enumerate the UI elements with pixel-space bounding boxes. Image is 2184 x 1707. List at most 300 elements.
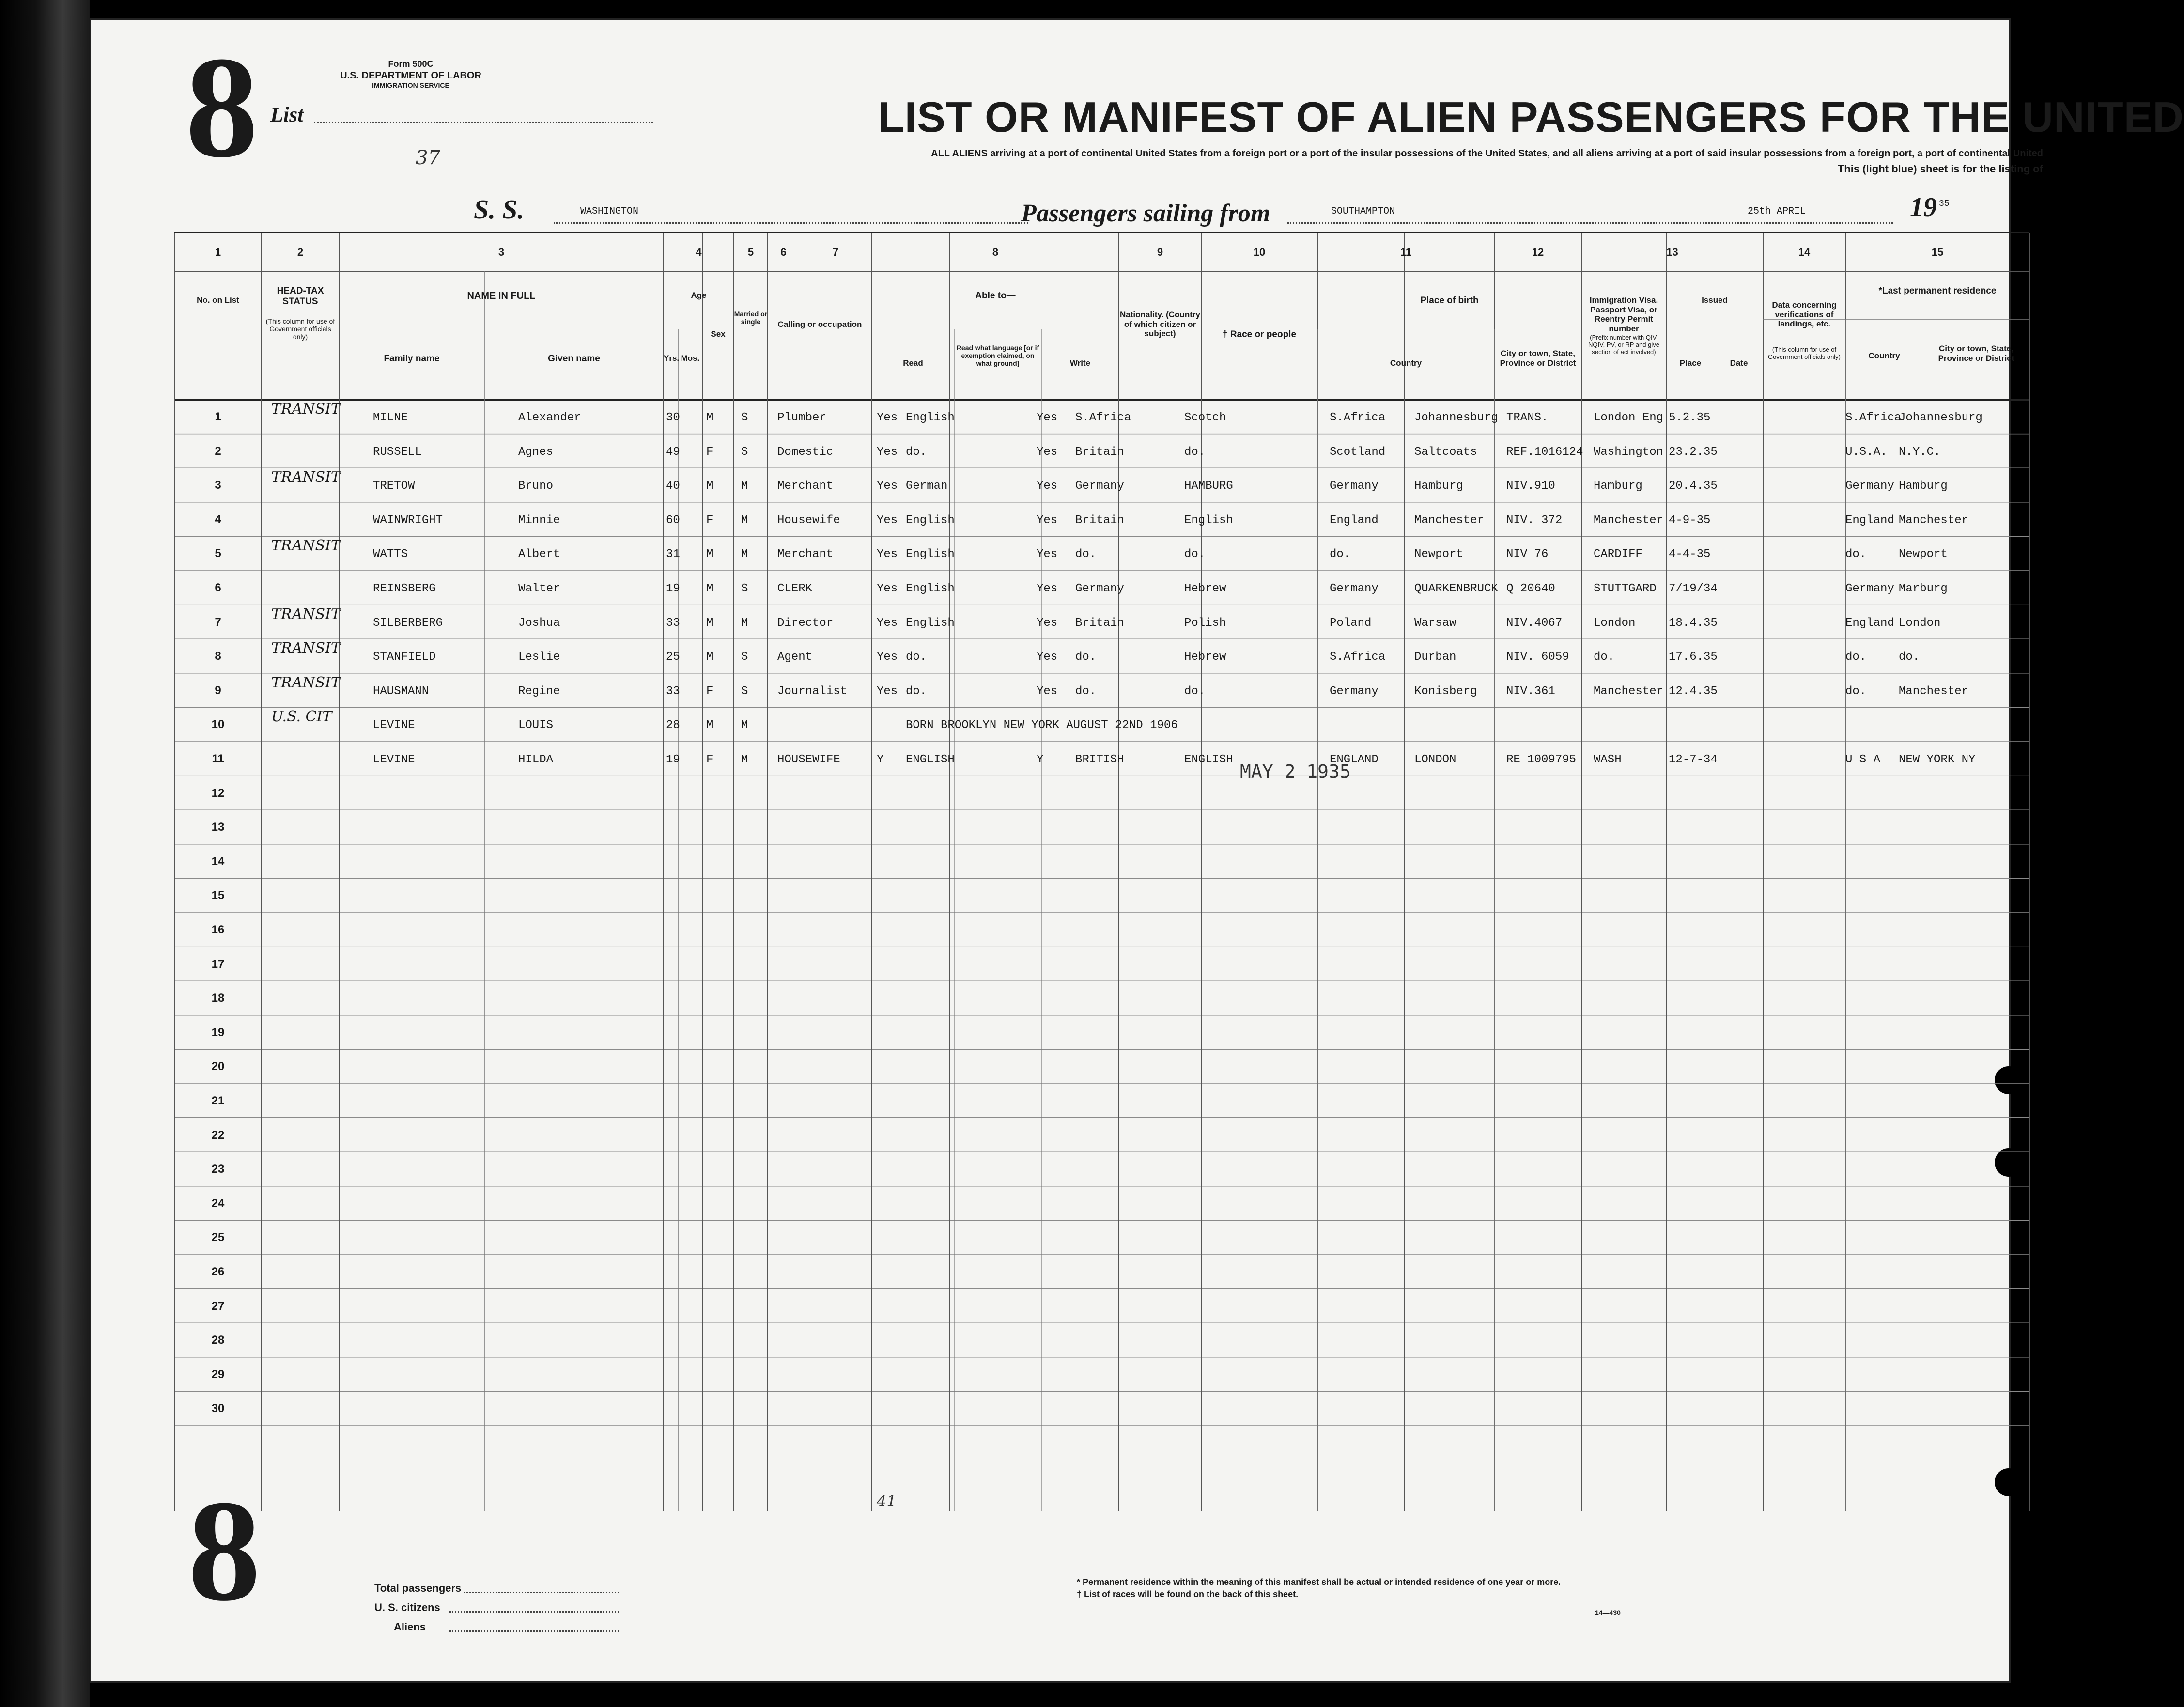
- cell-yrs: 19: [666, 753, 680, 766]
- cell-race: do.: [1184, 548, 1206, 561]
- cell-visa: NIV. 372: [1506, 513, 1563, 527]
- cell-yrs: 30: [666, 411, 680, 424]
- cell-write: Yes: [1037, 616, 1058, 630]
- header-able-to: Able to—: [975, 291, 1016, 301]
- row-number: 13: [211, 821, 225, 834]
- cell-occ: Merchant: [777, 480, 834, 493]
- header-race: † Race or people: [1222, 329, 1297, 340]
- cell-r-city: N.Y.C.: [1899, 445, 1941, 459]
- cell-date: 5.2.35: [1669, 411, 1711, 424]
- cell-family: STANFIELD: [373, 651, 436, 664]
- row-number: 15: [211, 889, 225, 902]
- cell-nat: Germany: [1075, 480, 1124, 493]
- cell-given: Joshua: [518, 616, 560, 630]
- header-sex: Sex: [711, 329, 726, 339]
- cell-read: Y: [877, 753, 884, 766]
- cell-tax: U.S. CIT: [271, 708, 332, 726]
- row-number: 20: [211, 1060, 225, 1073]
- cell-b-country: Poland: [1330, 616, 1372, 630]
- cell-yrs: 28: [666, 719, 680, 732]
- cell-sex: F: [706, 513, 713, 527]
- cell-sex: F: [706, 445, 713, 459]
- row-number: 7: [215, 615, 221, 629]
- cell-read: Yes: [877, 582, 898, 595]
- cell-r-country: England: [1845, 616, 1894, 630]
- cell-ms: M: [741, 480, 748, 493]
- column-number: 6: [780, 246, 787, 258]
- cell-date: 4-4-35: [1669, 548, 1711, 561]
- page-mark: 41: [877, 1492, 897, 1510]
- row-number: 5: [215, 547, 221, 560]
- cell-nat: Germany: [1075, 582, 1124, 595]
- cell-r-country: Germany: [1845, 480, 1894, 493]
- cell-r-country: Germany: [1845, 582, 1894, 595]
- cell-r-city: London: [1899, 616, 1941, 630]
- cell-race: English: [1184, 513, 1233, 527]
- header-married: Married or single: [734, 310, 768, 326]
- cell-ms: S: [741, 411, 748, 424]
- cell-family: SILBERBERG: [373, 616, 443, 630]
- row-number: 8: [215, 650, 221, 663]
- cell-b-country: Germany: [1330, 582, 1379, 595]
- cell-yrs: 60: [666, 513, 680, 527]
- table-lines: [174, 233, 2029, 1511]
- cell-place: London Eng: [1594, 411, 1664, 424]
- cell-sex: F: [706, 684, 713, 698]
- citizens-line: [449, 1611, 619, 1613]
- cell-read: Yes: [877, 616, 898, 630]
- cell-write: Yes: [1037, 513, 1058, 527]
- cell-family: RUSSELL: [373, 445, 422, 459]
- cell-sex: M: [706, 719, 713, 732]
- cell-b-city: Johannesburg: [1414, 411, 1498, 424]
- row-number: 6: [215, 581, 221, 594]
- cell-place: CARDIFF: [1594, 548, 1642, 561]
- cell-read: Yes: [877, 445, 898, 459]
- column-number: 10: [1253, 246, 1266, 258]
- column-number: 12: [1532, 246, 1544, 258]
- cell-occ: Director: [777, 616, 834, 630]
- header-birth-city: City or town, State, Province or District: [1500, 349, 1576, 368]
- row-number: 17: [211, 957, 225, 971]
- scan-edge: [0, 0, 90, 1707]
- cell-given: HILDA: [518, 753, 554, 766]
- cell-yrs: 25: [666, 651, 680, 664]
- sheet-number-bottom: 8: [188, 1470, 261, 1631]
- cell-occ: CLERK: [777, 582, 813, 595]
- list-number: 37: [416, 147, 440, 169]
- year-prefix: 19: [1910, 192, 1937, 222]
- cell-lang: English: [906, 582, 955, 595]
- header-res-city: City or town, State, Province or District: [1938, 344, 2014, 363]
- cell-visa: NIV.4067: [1506, 616, 1563, 630]
- cell-given: Alexander: [518, 411, 581, 424]
- header-head-tax: HEAD-TAX STATUS: [277, 286, 324, 307]
- cell-sex: M: [706, 411, 713, 424]
- column-number: 9: [1157, 246, 1163, 258]
- cell-occ: Housewife: [777, 513, 840, 527]
- column-number: 13: [1666, 246, 1678, 258]
- column-number: 4: [696, 246, 702, 258]
- cell-occ: HOUSEWIFE: [777, 753, 840, 766]
- sailing-label: Passengers sailing from: [1021, 200, 1270, 227]
- cell-given: LOUIS: [518, 719, 554, 732]
- cell-ms: M: [741, 548, 748, 561]
- cell-date: 4-9-35: [1669, 513, 1711, 527]
- cell-occ: Merchant: [777, 548, 834, 561]
- row-number: 2: [215, 444, 221, 458]
- cell-occ: Journalist: [777, 684, 848, 698]
- cell-b-city: Newport: [1414, 548, 1463, 561]
- cell-place: do.: [1594, 651, 1615, 664]
- cell-ms: S: [741, 651, 748, 664]
- cell-race: HAMBURG: [1184, 480, 1233, 493]
- header-name-in-full: NAME IN FULL: [467, 291, 536, 301]
- row-number: 19: [211, 1025, 225, 1039]
- cell-b-country: ENGLAND: [1330, 753, 1379, 766]
- cell-r-country: S.Africa: [1845, 411, 1902, 424]
- cell-place: WASH: [1594, 753, 1622, 766]
- aliens-line: [449, 1630, 619, 1632]
- row-number: 4: [215, 512, 221, 526]
- cell-r-country: England: [1845, 513, 1894, 527]
- row-number: 9: [215, 683, 221, 697]
- cell-r-country: U.S.A.: [1845, 445, 1888, 459]
- cell-read: Yes: [877, 651, 898, 664]
- header-issued-place: Place: [1679, 358, 1702, 368]
- header-calling: Calling or occupation: [777, 320, 862, 329]
- cell-sex: M: [706, 582, 713, 595]
- cell-yrs: 40: [666, 480, 680, 493]
- row-number: 1: [215, 410, 221, 423]
- cell-read: Yes: [877, 411, 898, 424]
- cell-given: Leslie: [518, 651, 560, 664]
- cell-lang: do.: [906, 651, 927, 664]
- cell-date: 12.4.35: [1669, 684, 1718, 698]
- cell-yrs: 19: [666, 582, 680, 595]
- cell-b-city: LONDON: [1414, 753, 1456, 766]
- cell-visa: NIV. 6059: [1506, 651, 1569, 664]
- cell-visa: NIV.910: [1506, 480, 1555, 493]
- cell-nat: Britain: [1075, 513, 1124, 527]
- cell-b-city: Durban: [1414, 651, 1456, 664]
- cell-given: Walter: [518, 582, 560, 595]
- row-number: 25: [211, 1231, 225, 1244]
- cell-r-city: Manchester: [1899, 513, 1969, 527]
- cell-b-country: S.Africa: [1330, 411, 1386, 424]
- cell-date: 23.2.35: [1669, 445, 1718, 459]
- row-number: 16: [211, 923, 225, 936]
- cell-write: Yes: [1037, 445, 1058, 459]
- cell-visa: NIV.361: [1506, 684, 1555, 698]
- cell-r-country: do.: [1845, 651, 1867, 664]
- header-issued-date: Date: [1730, 358, 1748, 368]
- year-suffix: 35: [1939, 199, 1950, 209]
- cell-yrs: 31: [666, 548, 680, 561]
- header-birth-country: Country: [1390, 358, 1422, 368]
- cell-nat: Britain: [1075, 445, 1124, 459]
- cell-read: Yes: [877, 480, 898, 493]
- header-mos: Mos.: [681, 354, 700, 363]
- cell-place: STUTTGARD: [1594, 582, 1657, 595]
- cell-r-city: NEW YORK NY: [1899, 753, 1976, 766]
- cell-given: Regine: [518, 684, 560, 698]
- cell-family: LEVINE: [373, 753, 415, 766]
- cell-ms: M: [741, 753, 748, 766]
- cell-place: Manchester: [1594, 513, 1664, 527]
- cell-b-city: Warsaw: [1414, 616, 1456, 630]
- cell-race: do.: [1184, 445, 1206, 459]
- column-number: 14: [1798, 246, 1811, 258]
- cell-visa: Q 20640: [1506, 582, 1555, 595]
- port-line: [1287, 222, 1704, 224]
- header-visa: Immigration Visa, Passport Visa, or Reentry Permit number: [1589, 295, 1658, 333]
- cell-family: MILNE: [373, 411, 408, 424]
- cell-lang: English: [906, 616, 955, 630]
- cell-date: 20.4.35: [1669, 480, 1718, 493]
- cell-lang: English: [906, 513, 955, 527]
- cell-r-city: Marburg: [1899, 582, 1948, 595]
- cell-race: ENGLISH: [1184, 753, 1233, 766]
- cell-race: Hebrew: [1184, 582, 1226, 595]
- us-citizens-label: U. S. citizens: [374, 1601, 440, 1614]
- header-read: Read: [903, 358, 923, 368]
- cell-tax: TRANSIT: [271, 537, 341, 555]
- cell-r-country: U S A: [1845, 753, 1881, 766]
- ship-line: [554, 222, 1028, 224]
- cell-lang: do.: [906, 445, 927, 459]
- cell-read: Yes: [877, 548, 898, 561]
- cell-date: 12-7-34: [1669, 753, 1718, 766]
- header-age: Age: [691, 291, 707, 300]
- cell-b-country: Scotland: [1330, 445, 1386, 459]
- header-issued: Issued: [1702, 295, 1728, 305]
- header-head-tax-note: (This column for use of Government officials only): [265, 317, 335, 341]
- column-number: 2: [297, 246, 304, 258]
- cell-ms: S: [741, 445, 748, 459]
- header-verification-note: (This column for use of Government officials only): [1767, 346, 1841, 360]
- cell-given: Albert: [518, 548, 560, 561]
- cell-lang: English: [906, 411, 955, 424]
- cell-write: Yes: [1037, 651, 1058, 664]
- cell-race: Hebrew: [1184, 651, 1226, 664]
- column-number: 8: [992, 246, 999, 258]
- header-place-of-birth: Place of birth: [1420, 295, 1479, 306]
- cell-tax: TRANSIT: [271, 640, 341, 657]
- list-label: List: [270, 103, 304, 126]
- cell-ms: S: [741, 684, 748, 698]
- cell-b-country: Germany: [1330, 684, 1379, 698]
- cell-nat: do.: [1075, 548, 1097, 561]
- service: IMMIGRATION SERVICE: [372, 81, 449, 89]
- cell-nat: BRITISH: [1075, 753, 1124, 766]
- cell-tax: TRANSIT: [271, 605, 341, 623]
- cell-given: Bruno: [518, 480, 554, 493]
- aliens-label: Aliens: [394, 1621, 426, 1633]
- cell-family: WATTS: [373, 548, 408, 561]
- cell-occ: Domestic: [777, 445, 834, 459]
- header-yrs: Yrs.: [664, 354, 680, 363]
- footnote-races: † List of races will be found on the back of this sheet.: [1077, 1589, 1299, 1599]
- row-number: 26: [211, 1265, 225, 1278]
- header-res-country: Country: [1868, 351, 1900, 360]
- cell-read: Yes: [877, 513, 898, 527]
- row-number: 11: [212, 752, 224, 765]
- total-passengers-label: Total passengers: [374, 1582, 462, 1594]
- cell-place: Washington: [1594, 445, 1664, 459]
- cell-r-city: Johannesburg: [1899, 411, 1983, 424]
- cell-r-country: do.: [1845, 548, 1867, 561]
- cell-write: Y: [1037, 753, 1044, 766]
- cell-write: Yes: [1037, 411, 1058, 424]
- cell-sex: F: [706, 753, 713, 766]
- row-number: 27: [211, 1299, 225, 1313]
- cell-write: Yes: [1037, 582, 1058, 595]
- header-given-name: Given name: [548, 354, 600, 364]
- cell-r-city: Hamburg: [1899, 480, 1948, 493]
- row-number: 12: [211, 786, 225, 800]
- cell-date: 17.6.35: [1669, 651, 1718, 664]
- cell-visa: REF.1016124: [1506, 445, 1583, 459]
- subtitle-line-1: ALL ALIENS arriving at a port of continental United States from a foreign port or a port of the insular possessions of the United States, and all aliens arriving at a port of said insular possessions from a foreign port, a port of continental United: [931, 148, 2043, 159]
- cell-read: Yes: [877, 684, 898, 698]
- cell-given: Minnie: [518, 513, 560, 527]
- cell-lang: do.: [906, 684, 927, 698]
- received-stamp: MAY 2 1935: [1240, 761, 1351, 782]
- cell-b-country: S.Africa: [1330, 651, 1386, 664]
- cell-r-country: do.: [1845, 684, 1867, 698]
- column-number: 11: [1400, 246, 1412, 258]
- cell-nat: do.: [1075, 651, 1097, 664]
- manifest-title: LIST OR MANIFEST OF ALIEN PASSENGERS FOR THE UNITED: [878, 93, 2184, 141]
- cell-yrs: 33: [666, 684, 680, 698]
- row-number: 10: [211, 718, 225, 731]
- row-number: 18: [211, 992, 225, 1005]
- cell-family: LEVINE: [373, 719, 415, 732]
- header-last-residence: *Last permanent residence: [1878, 286, 1997, 296]
- header-no-on-list: No. on List: [197, 295, 239, 305]
- header-read-language: Read what language [or if exemption claimed, on what ground]: [956, 344, 1039, 368]
- cell-nat: do.: [1075, 684, 1097, 698]
- cell-date: 7/19/34: [1669, 582, 1718, 595]
- row-number: 14: [211, 854, 225, 868]
- cell-ms: M: [741, 616, 748, 630]
- cell-ms: M: [741, 719, 748, 732]
- total-line: [464, 1592, 619, 1593]
- ss-label: S. S.: [474, 195, 525, 225]
- cell-place: Manchester: [1594, 684, 1664, 698]
- cell-family: WAINWRIGHT: [373, 513, 443, 527]
- cell-given: Agnes: [518, 445, 554, 459]
- cell-b-city: Manchester: [1414, 513, 1485, 527]
- row-number: 30: [211, 1402, 225, 1415]
- cell-race: Polish: [1184, 616, 1226, 630]
- cell-family: REINSBERG: [373, 582, 436, 595]
- cell-tax: TRANSIT: [271, 401, 341, 418]
- cell-place: Hamburg: [1594, 480, 1642, 493]
- cell-b-country: do.: [1330, 548, 1351, 561]
- cell-tax: TRANSIT: [271, 469, 341, 486]
- header-nationality: Nationality. (Country of which citizen or subject): [1120, 310, 1200, 339]
- subtitle-line-2: This (light blue) sheet is for the listing of: [1837, 163, 2043, 175]
- cell-ms: S: [741, 582, 748, 595]
- cell-yrs: 33: [666, 616, 680, 630]
- cell-r-city: Newport: [1899, 548, 1948, 561]
- cell-date: 18.4.35: [1669, 616, 1718, 630]
- column-number: 15: [1931, 246, 1944, 258]
- row-number: 24: [211, 1196, 225, 1210]
- column-number: 7: [832, 246, 839, 258]
- cell-occ: Plumber: [777, 411, 826, 424]
- cell-b-city: Hamburg: [1414, 480, 1463, 493]
- ship-name: WASHINGTON: [580, 206, 639, 217]
- department: U.S. DEPARTMENT OF LABOR: [340, 70, 481, 81]
- cell-family: TRETOW: [373, 480, 415, 493]
- port-name: SOUTHAMPTON: [1331, 206, 1395, 217]
- form-number: Form 500C: [388, 59, 434, 69]
- cell-b-city: QUARKENBRUCK: [1414, 582, 1498, 595]
- cell-occ: Agent: [777, 651, 813, 664]
- cell-sex: M: [706, 548, 713, 561]
- cell-family: HAUSMANN: [373, 684, 429, 698]
- cell-lang: English: [906, 548, 955, 561]
- cell-b-country: England: [1330, 513, 1379, 527]
- cell-write: Yes: [1037, 684, 1058, 698]
- cell-lang: BORN BROOKLYN NEW YORK AUGUST 22ND 1906: [906, 719, 1178, 732]
- footnote-residence: * Permanent residence within the meaning of this manifest shall be actual or intended residence of one year or more.: [1077, 1577, 1561, 1587]
- cell-nat: S.Africa: [1075, 411, 1131, 424]
- cell-ms: M: [741, 513, 748, 527]
- row-number: 23: [211, 1163, 225, 1176]
- cell-sex: M: [706, 616, 713, 630]
- header-visa-note: (Prefix number with QIV, NQIV, PV, or RP and give section of act involved): [1588, 334, 1659, 356]
- cell-sex: M: [706, 480, 713, 493]
- cell-tax: TRANSIT: [271, 674, 341, 691]
- cell-b-country: Germany: [1330, 480, 1379, 493]
- column-number: 5: [747, 246, 754, 258]
- cell-b-city: Saltcoats: [1414, 445, 1477, 459]
- date-line: [1651, 222, 1893, 224]
- cell-lang: ENGLISH: [906, 753, 955, 766]
- cell-write: Yes: [1037, 480, 1058, 493]
- cell-sex: M: [706, 651, 713, 664]
- sheet-number-top: 8: [186, 27, 258, 187]
- manifest-table: [174, 233, 2029, 1511]
- cell-race: do.: [1184, 684, 1206, 698]
- cell-race: Scotch: [1184, 411, 1226, 424]
- cell-visa: RE 1009795: [1506, 753, 1577, 766]
- form-code: 14—430: [1595, 1609, 1621, 1616]
- cell-yrs: 49: [666, 445, 680, 459]
- header-write: Write: [1069, 358, 1091, 368]
- cell-visa: TRANS.: [1506, 411, 1549, 424]
- cell-lang: German: [906, 480, 948, 493]
- cell-nat: Britain: [1075, 616, 1124, 630]
- row-number: 28: [211, 1334, 225, 1347]
- row-number: 3: [215, 479, 221, 492]
- column-number: 1: [215, 246, 221, 258]
- sailing-date: 25th APRIL: [1748, 206, 1806, 217]
- row-number: 22: [211, 1128, 225, 1142]
- list-line: [314, 122, 653, 123]
- column-number: 3: [498, 246, 505, 258]
- cell-b-city: Konisberg: [1414, 684, 1477, 698]
- cell-r-city: do.: [1899, 651, 1920, 664]
- header-family-name: Family name: [384, 354, 440, 364]
- cell-visa: NIV 76: [1506, 548, 1549, 561]
- cell-r-city: Manchester: [1899, 684, 1969, 698]
- cell-write: Yes: [1037, 548, 1058, 561]
